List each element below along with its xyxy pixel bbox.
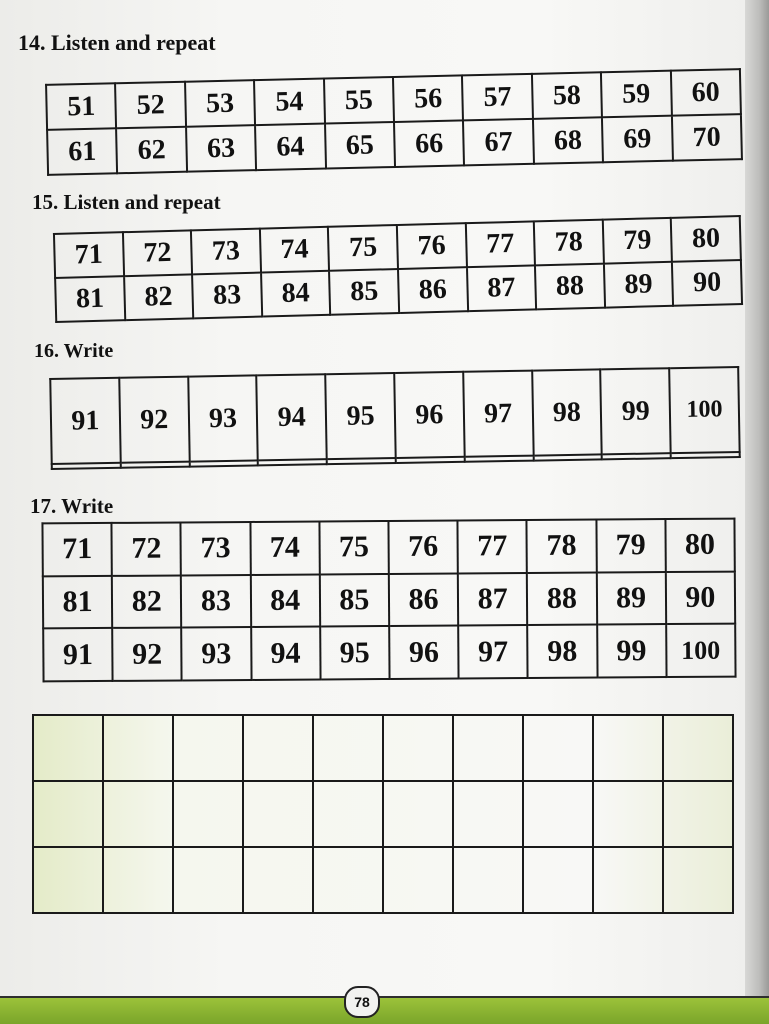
page-edge-shadow bbox=[745, 0, 769, 1024]
number-cell: 90 bbox=[665, 571, 735, 624]
section-15-number-table bbox=[53, 215, 743, 323]
section-16-table-body bbox=[50, 367, 739, 469]
number-cell: 56 bbox=[393, 75, 463, 122]
number-cell: 64 bbox=[255, 124, 325, 171]
number-cell: 59 bbox=[601, 71, 671, 118]
section-17-table-body bbox=[42, 519, 735, 682]
write-answer-cell[interactable] bbox=[327, 458, 396, 464]
practice-cell[interactable] bbox=[103, 847, 173, 913]
number-cell: 74 bbox=[250, 521, 320, 574]
practice-cell[interactable] bbox=[33, 715, 103, 781]
number-cell: 84 bbox=[261, 271, 331, 317]
number-cell: 53 bbox=[185, 80, 255, 127]
number-cell: 100 bbox=[666, 624, 736, 677]
number-cell: 71 bbox=[54, 232, 124, 278]
number-cell: 99 bbox=[601, 368, 671, 454]
practice-cell[interactable] bbox=[663, 847, 733, 913]
practice-row bbox=[33, 847, 733, 913]
practice-cell[interactable] bbox=[173, 781, 243, 847]
number-cell: 76 bbox=[397, 223, 467, 269]
section-14-number-table bbox=[45, 68, 743, 176]
number-cell: 80 bbox=[665, 519, 735, 572]
number-cell: 76 bbox=[388, 521, 458, 574]
number-cell: 62 bbox=[116, 127, 186, 174]
practice-cell[interactable] bbox=[33, 781, 103, 847]
number-cell: 88 bbox=[535, 264, 605, 310]
number-cell: 97 bbox=[458, 625, 528, 678]
practice-cell[interactable] bbox=[383, 847, 453, 913]
number-cell: 68 bbox=[533, 117, 603, 164]
number-cell: 92 bbox=[112, 628, 182, 681]
write-answer-cell[interactable] bbox=[533, 454, 602, 460]
number-cell: 63 bbox=[186, 125, 256, 172]
number-cell: 77 bbox=[458, 520, 528, 573]
practice-cell[interactable] bbox=[453, 847, 523, 913]
number-cell: 99 bbox=[597, 624, 667, 677]
number-cell: 93 bbox=[182, 627, 252, 680]
section-17-number-table bbox=[41, 518, 736, 683]
write-answer-cell[interactable] bbox=[602, 453, 671, 459]
number-cell: 73 bbox=[181, 522, 251, 575]
number-cell: 74 bbox=[260, 227, 330, 273]
number-cell: 92 bbox=[119, 377, 189, 463]
number-cell: 66 bbox=[394, 120, 464, 167]
number-cell: 58 bbox=[532, 72, 602, 119]
number-cell: 84 bbox=[250, 574, 320, 627]
number-cell: 100 bbox=[669, 367, 739, 453]
number-cell: 79 bbox=[603, 218, 673, 264]
number-cell: 87 bbox=[467, 265, 537, 311]
number-cell: 98 bbox=[527, 625, 597, 678]
practice-cell[interactable] bbox=[663, 781, 733, 847]
practice-cell[interactable] bbox=[103, 715, 173, 781]
section-16-row bbox=[50, 367, 739, 464]
number-cell: 61 bbox=[47, 128, 117, 175]
number-cell: 52 bbox=[115, 82, 185, 129]
number-cell: 94 bbox=[251, 627, 321, 680]
number-cell: 54 bbox=[254, 79, 324, 126]
number-cell: 90 bbox=[672, 260, 742, 306]
practice-cell[interactable] bbox=[523, 715, 593, 781]
number-cell: 96 bbox=[394, 372, 464, 458]
number-cell: 81 bbox=[55, 276, 125, 322]
number-cell: 86 bbox=[389, 573, 459, 626]
number-cell: 85 bbox=[320, 574, 390, 627]
practice-cell[interactable] bbox=[313, 715, 383, 781]
number-cell: 60 bbox=[670, 69, 740, 116]
section-14-heading: 14. Listen and repeat bbox=[18, 30, 216, 55]
section-17-row bbox=[42, 519, 734, 576]
number-cell: 81 bbox=[43, 576, 113, 629]
footer-band bbox=[0, 996, 769, 1024]
practice-cell[interactable] bbox=[383, 715, 453, 781]
write-answer-cell[interactable] bbox=[464, 456, 533, 462]
number-cell: 85 bbox=[329, 269, 399, 315]
number-cell: 95 bbox=[325, 373, 395, 459]
section-14-table-body bbox=[46, 69, 742, 175]
section-15-table-body bbox=[54, 216, 742, 322]
practice-cell[interactable] bbox=[523, 781, 593, 847]
number-cell: 83 bbox=[192, 273, 262, 319]
page-number-badge: 78 bbox=[344, 986, 380, 1018]
number-cell: 87 bbox=[458, 573, 528, 626]
number-cell: 72 bbox=[123, 230, 193, 276]
practice-row bbox=[33, 715, 733, 781]
practice-cell[interactable] bbox=[453, 781, 523, 847]
blank-practice-grid[interactable] bbox=[32, 714, 734, 914]
practice-cell[interactable] bbox=[593, 715, 663, 781]
practice-cell[interactable] bbox=[243, 847, 313, 913]
section-15-heading: 15. Listen and repeat bbox=[32, 190, 221, 214]
practice-cell[interactable] bbox=[243, 781, 313, 847]
number-cell: 88 bbox=[527, 572, 597, 625]
number-cell: 82 bbox=[112, 575, 182, 628]
practice-cell[interactable] bbox=[523, 847, 593, 913]
write-answer-cell[interactable] bbox=[121, 462, 190, 468]
section-16-write-table bbox=[49, 366, 741, 470]
number-cell: 75 bbox=[328, 225, 398, 271]
write-answer-cell[interactable] bbox=[52, 463, 121, 469]
number-cell: 51 bbox=[46, 83, 116, 130]
write-answer-cell[interactable] bbox=[189, 460, 258, 466]
number-cell: 83 bbox=[181, 575, 251, 628]
number-cell: 55 bbox=[324, 77, 394, 124]
practice-cell[interactable] bbox=[173, 847, 243, 913]
number-cell: 77 bbox=[465, 221, 535, 267]
write-answer-cell[interactable] bbox=[258, 459, 327, 465]
section-16-heading: 16. Write bbox=[34, 340, 114, 362]
practice-cell[interactable] bbox=[383, 781, 453, 847]
number-cell: 89 bbox=[604, 262, 674, 308]
number-cell: 91 bbox=[50, 378, 120, 464]
practice-cell[interactable] bbox=[173, 715, 243, 781]
practice-cell[interactable] bbox=[593, 781, 663, 847]
number-cell: 75 bbox=[319, 521, 389, 574]
practice-cell[interactable] bbox=[33, 847, 103, 913]
practice-cell[interactable] bbox=[313, 781, 383, 847]
number-cell: 79 bbox=[596, 519, 666, 572]
section-17-heading: 17. Write bbox=[30, 494, 114, 518]
section-17-row bbox=[43, 571, 735, 628]
practice-cell[interactable] bbox=[313, 847, 383, 913]
number-cell: 67 bbox=[463, 119, 533, 166]
practice-cell[interactable] bbox=[243, 715, 313, 781]
number-cell: 71 bbox=[42, 523, 112, 576]
number-cell: 57 bbox=[462, 74, 532, 121]
practice-cell[interactable] bbox=[593, 847, 663, 913]
number-cell: 91 bbox=[43, 628, 113, 681]
write-answer-cell[interactable] bbox=[671, 452, 740, 458]
section-17-row bbox=[43, 624, 735, 682]
number-cell: 72 bbox=[112, 522, 182, 575]
number-cell: 82 bbox=[124, 274, 194, 320]
practice-cell[interactable] bbox=[453, 715, 523, 781]
number-cell: 98 bbox=[532, 369, 602, 455]
number-cell: 78 bbox=[534, 220, 604, 266]
number-cell: 78 bbox=[527, 520, 597, 573]
number-cell: 95 bbox=[320, 626, 390, 679]
number-cell: 69 bbox=[602, 116, 672, 163]
number-cell: 94 bbox=[257, 374, 327, 460]
number-cell: 93 bbox=[188, 375, 258, 461]
number-cell: 73 bbox=[191, 229, 261, 275]
number-cell: 96 bbox=[389, 626, 459, 679]
number-cell: 65 bbox=[325, 122, 395, 169]
number-cell: 80 bbox=[671, 216, 741, 262]
number-cell: 70 bbox=[671, 114, 741, 161]
write-answer-cell[interactable] bbox=[396, 457, 465, 463]
number-cell: 86 bbox=[398, 267, 468, 313]
practice-row bbox=[33, 781, 733, 847]
practice-cell[interactable] bbox=[663, 715, 733, 781]
number-cell: 97 bbox=[463, 371, 533, 457]
number-cell: 89 bbox=[596, 572, 666, 625]
practice-grid-body bbox=[33, 715, 733, 913]
practice-cell[interactable] bbox=[103, 781, 173, 847]
